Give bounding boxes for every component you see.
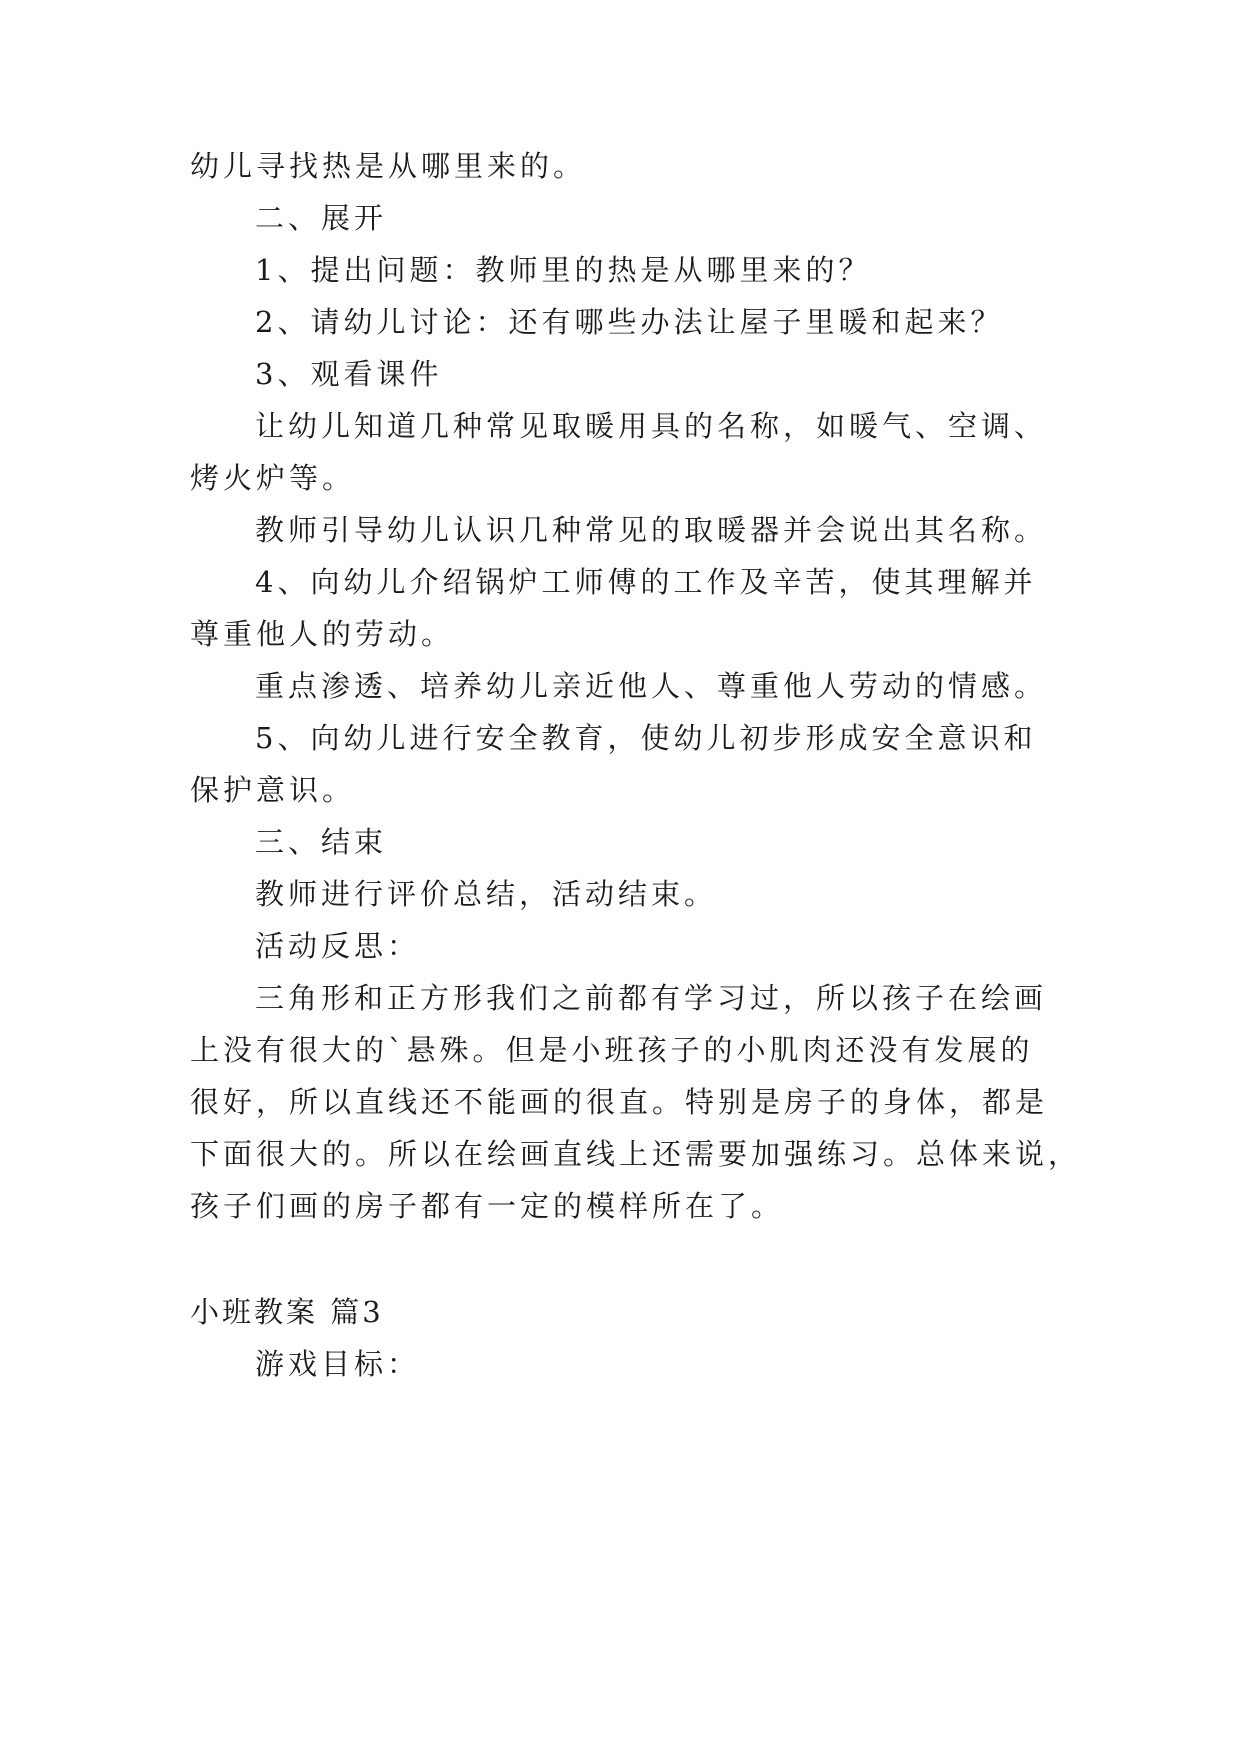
paragraph-line: 教师引导幼儿认识几种常见的取暖器并会说出其名称。 [255,513,1048,547]
paragraph-line: 游戏目标： [255,1347,421,1381]
list-item-1: 1、提出问题：教师里的热是从哪里来的？ [255,253,872,287]
paragraph-line: 烤火炉等。 [190,461,356,495]
list-item-2: 2、请幼儿讨论：还有哪些办法让屋子里暖和起来？ [255,305,1004,339]
paragraph-line: 让幼儿知道几种常见取暖用具的名称，如暖气、空调、 [255,409,1048,443]
paragraph-line: 尊重他人的劳动。 [190,617,455,651]
list-item-4: 4、向幼儿介绍锅炉工师傅的工作及辛苦，使其理解并 [255,565,1037,599]
paragraph-line: 教师进行评价总结，活动结束。 [255,877,718,911]
section-heading-end: 三、结束 [255,825,388,859]
paragraph-line: 幼儿寻找热是从哪里来的。 [190,149,587,183]
reflection-heading: 活动反思： [255,929,421,963]
paragraph-line: 保护意识。 [190,773,356,807]
paragraph-line: 上没有很大的`悬殊。但是小班孩子的小肌肉还没有发展的 [190,1033,1034,1067]
section-title: 小班教案 篇3 [190,1295,384,1329]
list-item-5: 5、向幼儿进行安全教育，使幼儿初步形成安全意识和 [255,721,1037,755]
paragraph-line: 很好，所以直线还不能画的很直。特别是房子的身体，都是 [190,1085,1049,1119]
list-item-3: 3、观看课件 [255,357,443,391]
paragraph-line: 孩子们画的房子都有一定的模样所在了。 [190,1189,785,1223]
paragraph-line: 三角形和正方形我们之前都有学习过，所以孩子在绘画 [255,981,1048,1015]
paragraph-line: 重点渗透、培养幼儿亲近他人、尊重他人劳动的情感。 [255,669,1048,703]
section-heading-expand: 二、展开 [255,201,388,235]
paragraph-line: 下面很大的。所以在绘画直线上还需要加强练习。总体来说， [190,1137,1082,1171]
